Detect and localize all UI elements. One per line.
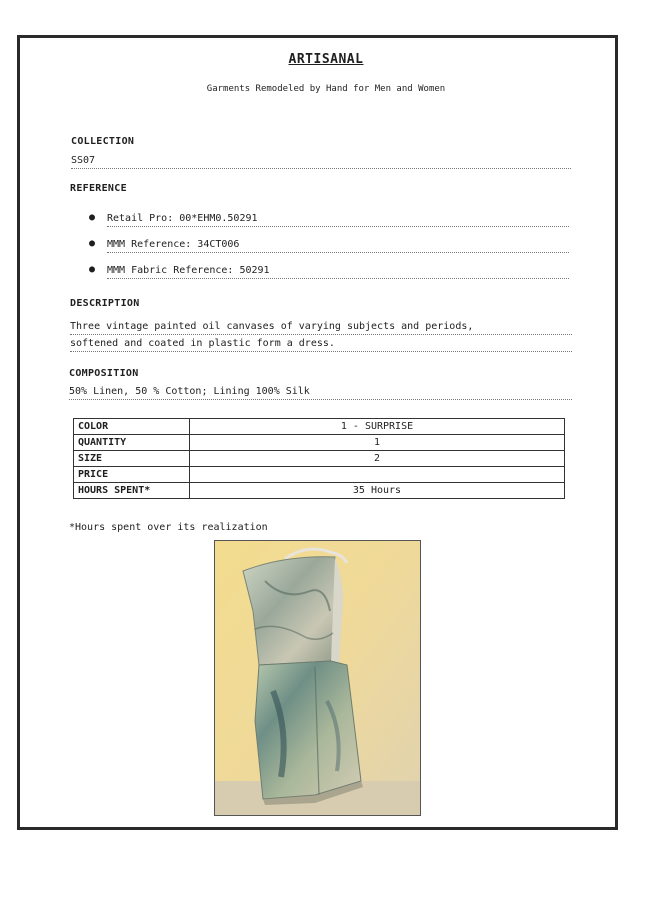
description-label: DESCRIPTION <box>70 298 140 309</box>
spec-value: 1 <box>190 435 565 451</box>
table-row <box>74 467 565 483</box>
spec-value: 35 Hours <box>190 483 565 499</box>
document-title: ARTISANAL <box>288 52 364 67</box>
spec-value: 2 <box>190 451 565 467</box>
table-row <box>74 419 565 435</box>
spec-key: SIZE <box>74 451 190 467</box>
spec-value <box>190 467 565 483</box>
collection-value: SS07 <box>71 154 571 169</box>
composition-value: 50% Linen, 50 % Cotton; Lining 100% Silk <box>69 385 572 400</box>
bullet-icon: ● <box>89 238 96 249</box>
description-line-2: softened and coated in plastic form a dress. <box>70 337 572 352</box>
table-row <box>74 435 565 451</box>
bullet-icon: ● <box>89 264 96 275</box>
composition-label: COMPOSITION <box>69 368 139 379</box>
garment-photo <box>214 540 421 816</box>
document-subtitle: Garments Remodeled by Hand for Men and Women <box>206 84 446 94</box>
bullet-icon: ● <box>89 212 96 223</box>
reference-label: REFERENCE <box>70 183 127 194</box>
table-row <box>74 451 565 467</box>
spec-key: COLOR <box>74 419 190 435</box>
spec-key: PRICE <box>74 467 190 483</box>
reference-item-retail-pro: Retail Pro: 00*EHM0.50291 <box>107 212 569 227</box>
spec-key: QUANTITY <box>74 435 190 451</box>
table-row <box>74 483 565 499</box>
reference-item-fabric-reference: MMM Fabric Reference: 50291 <box>107 264 569 279</box>
specs-table <box>73 418 565 499</box>
hours-footnote: *Hours spent over its realization <box>69 522 268 533</box>
spec-key: HOURS SPENT* <box>74 483 190 499</box>
description-line-1: Three vintage painted oil canvases of varying subjects and periods, <box>70 320 572 335</box>
spec-value: 1 - SURPRISE <box>190 419 565 435</box>
reference-item-mmm-reference: MMM Reference: 34CT006 <box>107 238 569 253</box>
collection-label: COLLECTION <box>71 136 135 147</box>
